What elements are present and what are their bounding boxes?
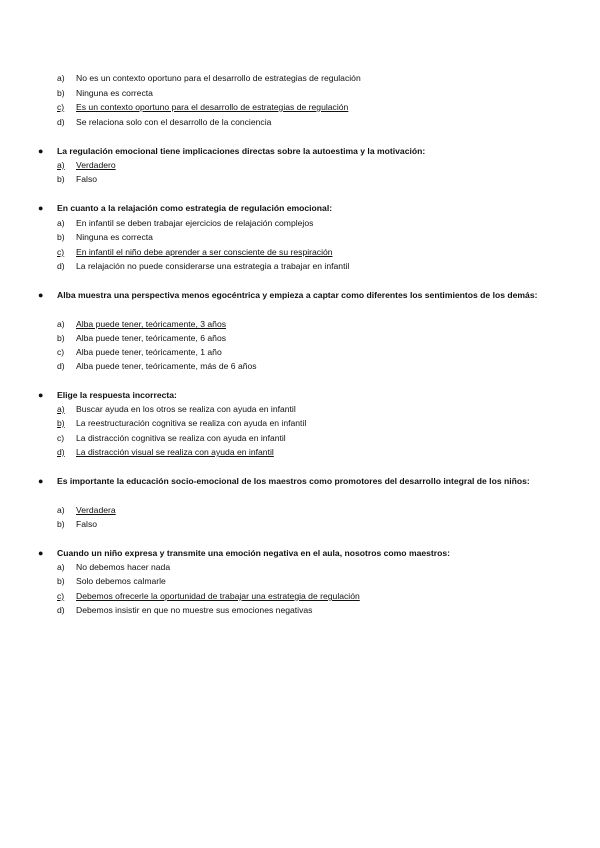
option-text: Alba puede tener, teóricamente, 1 año xyxy=(76,347,222,357)
option-letter: a) xyxy=(57,562,65,572)
option-text: La relajación no puede considerarse una estrategia a trabajar en infantil xyxy=(76,261,350,271)
option-letter: d) xyxy=(57,261,65,271)
option-text: Debemos insistir en que no muestre sus emociones negativas xyxy=(76,605,313,615)
option-letter: c) xyxy=(57,591,65,601)
option-letter: c) xyxy=(57,433,65,443)
option-letter: a) xyxy=(57,73,65,83)
option-letter: a) xyxy=(57,505,65,515)
option-text: La reestructuración cognitiva se realiza con ayuda en infantil xyxy=(76,418,307,428)
option-text: Falso xyxy=(76,174,98,184)
option-letter: b) xyxy=(57,333,65,343)
option-letter: c) xyxy=(57,347,65,357)
question-text: Es importante la educación socio-emocional de los maestros como promotores del desarrollo integral de los niños: xyxy=(57,476,530,486)
question-text: En cuanto a la relajación como estrategia de regulación emocional: xyxy=(57,203,333,213)
bullet-icon: ● xyxy=(38,390,44,400)
option-letter: a) xyxy=(57,319,65,329)
question-text: La regulación emocional tiene implicaciones directas sobre la autoestima y la motivación: xyxy=(57,146,426,156)
option-letter: d) xyxy=(57,605,65,615)
option-text-correct: Verdadero xyxy=(76,160,116,170)
option-letter: b) xyxy=(57,88,65,98)
option-text-correct: La distracción visual se realiza con ayuda en infantil xyxy=(76,447,274,457)
option-letter: b) xyxy=(57,418,65,428)
option-text: Ninguna es correcta xyxy=(76,232,153,242)
option-letter: b) xyxy=(57,576,65,586)
question-text: Elige la respuesta incorrecta: xyxy=(57,390,177,400)
option-letter: d) xyxy=(57,447,65,457)
option-letter: b) xyxy=(57,174,65,184)
option-letter: a) xyxy=(57,160,65,170)
bullet-icon: ● xyxy=(38,203,44,213)
option-letter: c) xyxy=(57,102,65,112)
question-text: Alba muestra una perspectiva menos egocéntrica y empieza a captar como diferentes los sentimientos de los demás: xyxy=(57,290,538,300)
bullet-icon: ● xyxy=(38,290,44,300)
option-text-correct: En infantil el niño debe aprender a ser consciente de su respiración xyxy=(76,247,333,257)
option-text: Solo debemos calmarle xyxy=(76,576,166,586)
option-text: Se relaciona solo con el desarrollo de la conciencia xyxy=(76,117,272,127)
option-text-correct: Verdadera xyxy=(76,505,116,515)
option-letter: d) xyxy=(57,117,65,127)
option-text: Ninguna es correcta xyxy=(76,88,153,98)
option-text: La distracción cognitiva se realiza con ayuda en infantil xyxy=(76,433,286,443)
option-letter: d) xyxy=(57,361,65,371)
option-text: Falso xyxy=(76,519,98,529)
option-letter: c) xyxy=(57,247,65,257)
option-text: No es un contexto oportuno para el desarrollo de estrategias de regulación xyxy=(76,73,361,83)
bullet-icon: ● xyxy=(38,548,44,558)
bullet-icon: ● xyxy=(38,146,44,156)
option-letter: b) xyxy=(57,232,65,242)
bullet-icon: ● xyxy=(38,476,44,486)
option-text-correct: Es un contexto oportuno para el desarrollo de estrategias de regulación xyxy=(76,102,349,112)
option-text: En infantil se deben trabajar ejercicios de relajación complejos xyxy=(76,218,314,228)
question-text: Cuando un niño expresa y transmite una emoción negativa en el aula, nosotros como maestros: xyxy=(57,548,451,558)
option-text: No debemos hacer nada xyxy=(76,562,171,572)
option-text-correct: Alba puede tener, teóricamente, 3 años xyxy=(76,319,227,329)
option-letter: a) xyxy=(57,404,65,414)
option-text: Alba puede tener, teóricamente, más de 6 años xyxy=(76,361,257,371)
option-letter: a) xyxy=(57,218,65,228)
option-text-correct: Debemos ofrecerle la oportunidad de trabajar una estrategia de regulación xyxy=(76,591,360,601)
option-text: Buscar ayuda en los otros se realiza con ayuda en infantil xyxy=(76,404,296,414)
option-text: Alba puede tener, teóricamente, 6 años xyxy=(76,333,227,343)
option-letter: b) xyxy=(57,519,65,529)
